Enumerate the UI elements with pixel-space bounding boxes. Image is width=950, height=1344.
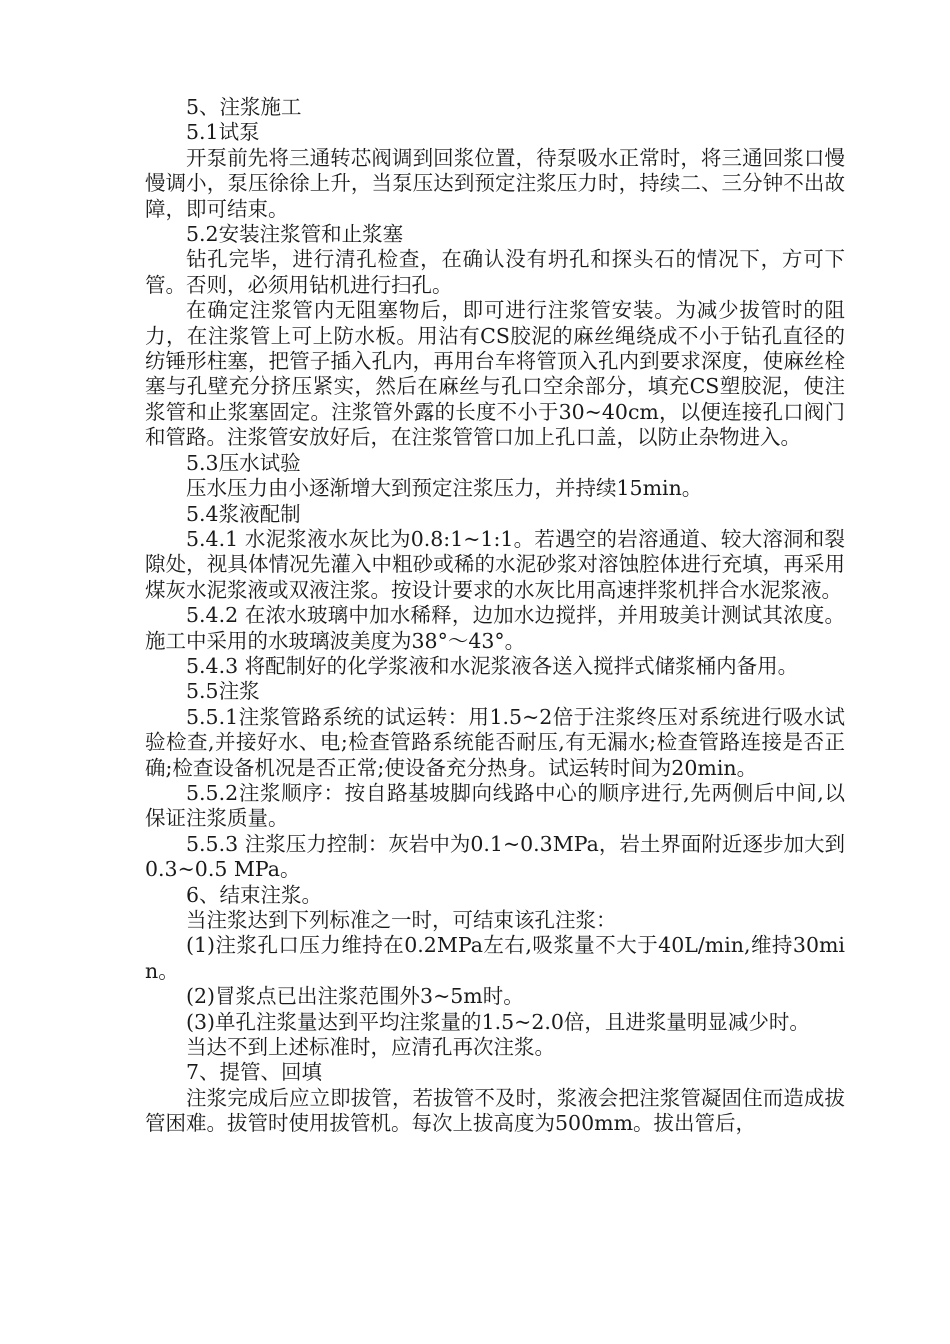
subsection-heading: 5.3压水试验 xyxy=(186,450,301,475)
paragraph: 当达不到上述标准时，应清孔再次注浆。 xyxy=(186,1035,555,1060)
section-heading: 7、提管、回填 xyxy=(186,1060,323,1085)
paragraph: 5.5.2注浆顺序：按自路基坡脚向线路中心的顺序进行,先两侧后中间,以保证注浆质量。 xyxy=(145,780,845,831)
paragraph: 注浆完成后应立即拔管，若拔管不及时，浆液会把注浆管凝固住而造成拔管困难。拔管时使用拔管机。每次上拔高度为500mm。拔出管后， xyxy=(145,1085,845,1136)
paragraph: 5.4.2 在浓水玻璃中加水稀释，边加水边搅拌，并用玻美计测试其浓度。施工中采用的水玻璃波美度为38°～43°。 xyxy=(145,603,845,653)
document-page xyxy=(145,95,845,1137)
paragraph: 在确定注浆管内无阻塞物后，即可进行注浆管安装。为减少拔管时的阻力，在注浆管上可上防水板。用沾有CS胶泥的麻丝绳绕成不小于钻孔直径的纺锤形柱塞，把管子插入孔内，再用台车将管顶入孔内到要求深度，使麻丝栓塞与孔壁充分挤压紧实，然后在麻丝与孔口空余部分，填充CS塑胶泥，使注浆管和止浆塞固定。注浆管外露的长度不小于30~40cm，以便连接孔口阀门和管路。注浆管安放好后，在注浆管管口加上孔口盖，以防止杂物进入。 xyxy=(145,298,845,450)
paragraph: 开泵前先将三通转芯阀调到回浆位置，待泵吸水正常时，将三通回浆口慢慢调小，泵压徐徐上升，当泵压达到预定注浆压力时，持续二、三分钟不出故障，即可结束。 xyxy=(145,145,845,221)
paragraph: 5.5.3 注浆压力控制：灰岩中为0.1~0.3MPa，岩土界面附近逐步加大到0.3~0.5 MPa。 xyxy=(145,831,845,882)
list-item: (1)注浆孔口压力维持在0.2MPa左右,吸浆量不大于40L/min,维持30min。 xyxy=(145,933,845,983)
subsection-heading: 5.4浆液配制 xyxy=(186,501,301,526)
paragraph: 5.4.1 水泥浆液水灰比为0.8:1~1:1。若遇空的岩溶通道、较大溶洞和裂隙处，视具体情况先灌入中粗砂或稀的水泥砂浆对溶蚀腔体进行充填，再采用煤灰水泥浆液或双液注浆。按设计要求的水灰比用高速拌浆机拌合水泥浆液。 xyxy=(145,526,845,602)
subsection-heading: 5.1试泵 xyxy=(186,120,260,145)
subsection-heading: 5.2安装注浆管和止浆塞 xyxy=(186,222,404,247)
paragraph: 钻孔完毕，进行清孔检查，在确认没有坍孔和探头石的情况下，方可下管。否则，必须用钻机进行扫孔。 xyxy=(145,247,845,297)
subsection-heading: 5.5注浆 xyxy=(186,679,260,704)
paragraph: 当注浆达到下列标准之一时，可结束该孔注浆： xyxy=(186,908,617,932)
paragraph: 5.4.3 将配制好的化学浆液和水泥浆液各送入搅拌式储浆桶内备用。 xyxy=(186,653,799,678)
list-item: (3)单孔注浆量达到平均注浆量的1.5~2.0倍，且进浆量明显减少时。 xyxy=(186,1009,810,1034)
section-heading: 5、注浆施工 xyxy=(186,95,302,119)
paragraph: 5.5.1注浆管路系统的试运转：用1.5~2倍于注浆终压对系统进行吸水试验检查,并接好水、电;检查管路系统能否耐压,有无漏水;检查管路连接是否正确;检查设备机况是否正常;使设备充分热身。试运转时间为20min。 xyxy=(145,704,845,780)
list-item: (2)冒浆点已出注浆范围外3~5m时。 xyxy=(186,984,524,1009)
paragraph: 压水压力由小逐渐增大到预定注浆压力，并持续15min。 xyxy=(186,476,703,501)
section-heading: 6、结束注浆。 xyxy=(186,882,323,907)
